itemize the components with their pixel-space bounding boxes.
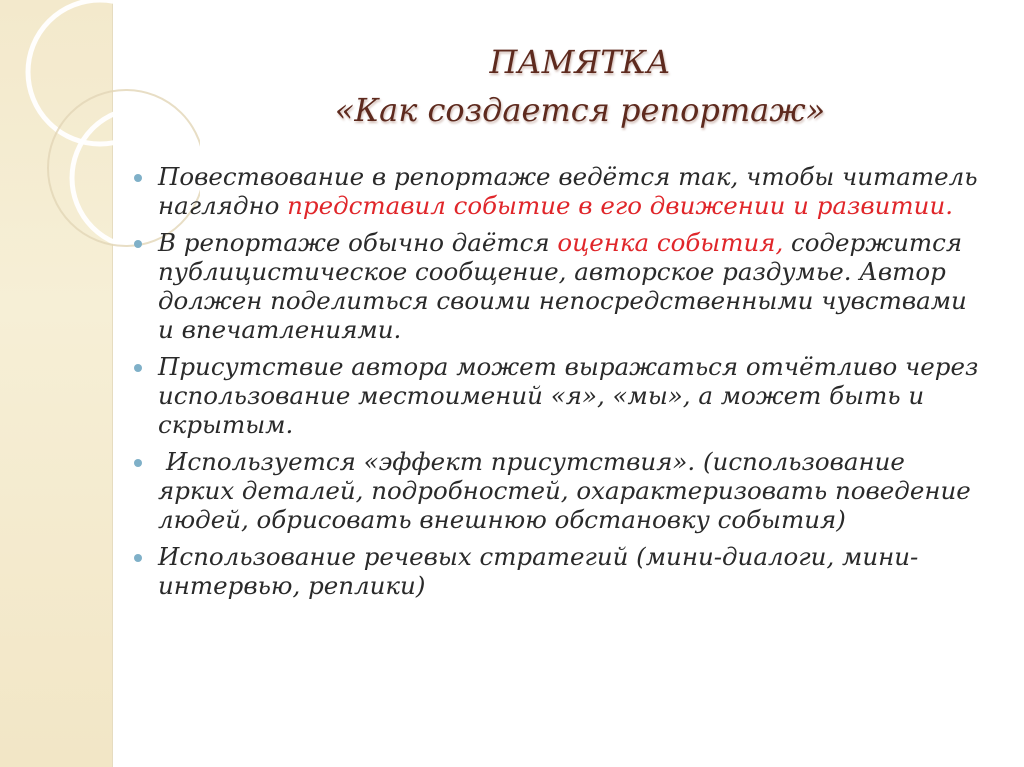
title-line-2: «Как создается репортаж»: [334, 91, 826, 129]
bullet-icon: [134, 364, 142, 372]
bullet-1-highlight: представил событие в его движении и развитии.: [287, 191, 954, 220]
bullet-3-text: Присутствие автора может выражаться отчётливо через использование местоимений «я», «мы», а может быть и скрытым.: [158, 352, 979, 439]
bullet-1-text: Повествование в репортаже ведётся так, чтобы читатель наглядно: [158, 162, 978, 220]
bullet-icon: [134, 554, 142, 562]
bullet-icon: [134, 240, 142, 248]
bullet-2-text-after: содержится публицистическое сообщение, авторское раздумье. Автор должен поделиться своими непосредственными чувствами и впечатлениями.: [158, 228, 967, 344]
bullet-icon: [134, 459, 142, 467]
bullet-2-text-before: В репортаже обычно даётся: [158, 228, 558, 257]
bullet-2-highlight: оценка события,: [557, 228, 784, 257]
bullet-icon: [134, 174, 142, 182]
list-item: [128, 447, 988, 534]
bullet-5-text: Использование речевых стратегий (мини-диалоги, мини-интервью, реплики): [158, 542, 919, 600]
list-item: [128, 352, 988, 439]
page-title: [260, 38, 900, 134]
bullet-list: [128, 162, 988, 608]
title-line-1: ПАМЯТКА: [489, 43, 671, 81]
list-item: [128, 228, 988, 344]
list-item: [128, 162, 988, 220]
bullet-4-text: Используется «эффект присутствия». (использование ярких деталей, подробностей, охарактеризовать поведение людей, обрисовать внешнюю обстановку события): [158, 447, 971, 534]
list-item: [128, 542, 988, 600]
